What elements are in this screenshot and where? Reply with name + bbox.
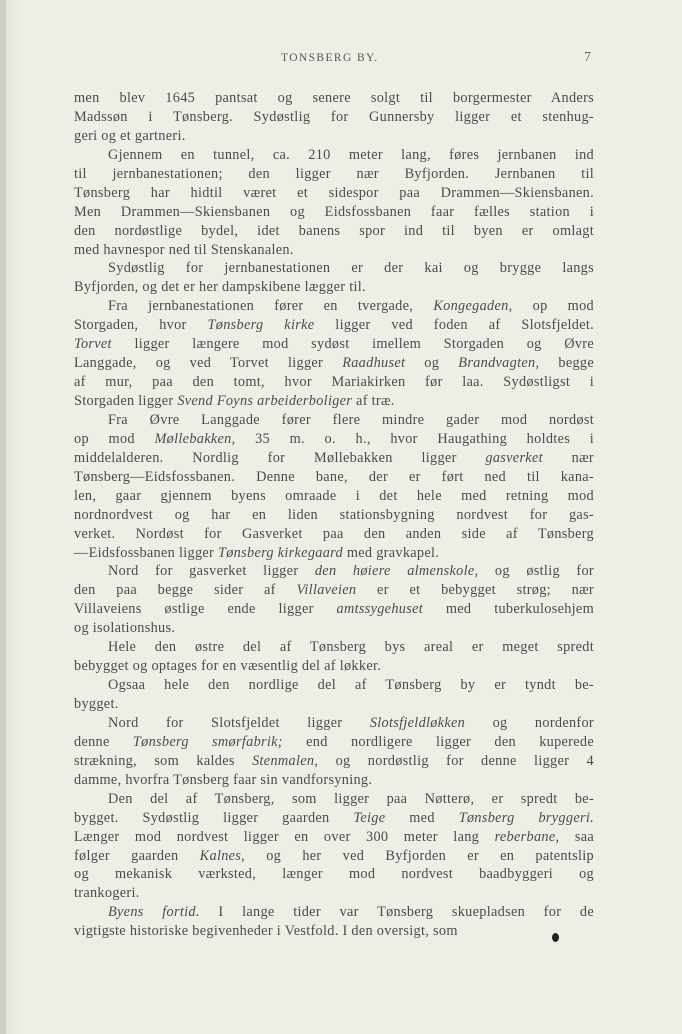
text-segment: af mur, paa den tomt, hvor Mariakirken før laa. Sydøstligst i	[74, 374, 594, 391]
text-segment: end nordligere ligger den kuperede	[282, 733, 594, 750]
text-line	[74, 316, 594, 335]
page-number: 7	[584, 50, 591, 65]
text-segment: len, gaar gjennem byens omraade i det hele med retning mod	[74, 487, 594, 504]
text-segment: Storgaden, hvor	[74, 317, 208, 334]
text-segment: og nordenfor	[465, 714, 594, 731]
text-line	[74, 581, 594, 600]
text-segment: og østlig for	[478, 563, 594, 580]
italic-text: Møllebakken,	[154, 430, 236, 447]
text-line	[74, 506, 594, 525]
text-segment: Villaveiens østlige ende ligger	[74, 601, 337, 618]
text-line	[74, 184, 594, 203]
text-segment: bebygget og optages for en væsentlig del af løkker.	[74, 658, 382, 675]
text-segment: med gravkapel.	[342, 544, 440, 561]
text-segment: geri og et gartneri.	[74, 127, 186, 144]
running-title: TONSBERG BY.	[281, 52, 379, 64]
text-segment: trankogeri.	[74, 885, 140, 902]
text-segment: I lange tider var Tønsberg skuepladsen for de	[199, 904, 594, 921]
text-line	[74, 903, 594, 922]
text-segment: ligger ved foden af Slotsfjeldet.	[314, 317, 594, 334]
text-segment: Gjennem en tunnel, ca. 210 meter lang, føres jernbanen ind	[108, 146, 594, 163]
text-segment: Byfjorden, og det er her dampskibene lægger til.	[74, 279, 366, 296]
text-segment: op mod	[74, 430, 155, 447]
text-segment: følger gaarden	[74, 847, 200, 864]
italic-text: Tønsberg kirkegaard	[217, 544, 343, 561]
italic-text: den høiere almenskole,	[314, 563, 479, 580]
text-line	[74, 146, 594, 165]
text-line	[74, 714, 594, 733]
italic-text: reberbane,	[494, 828, 560, 845]
text-line	[74, 809, 594, 828]
text-segment: Ogsaa hele den nordlige del af Tønsberg by er tyndt be-	[108, 677, 594, 694]
text-line	[74, 411, 594, 430]
text-segment: og nordøstlig for denne ligger 4	[318, 752, 594, 769]
text-segment: og mekanisk værksted, længer mod nordvest baadbyggeri og	[74, 866, 594, 883]
text-segment: med havnespor ned til Stenskanalen.	[74, 241, 294, 258]
text-line	[74, 127, 594, 146]
text-line	[74, 335, 594, 354]
text-segment: Men Drammen—Skiensbanen og Eidsfossbanen faar fælles station i	[74, 203, 594, 220]
text-line	[74, 562, 594, 581]
text-line	[74, 203, 594, 222]
text-segment: bygget.	[74, 696, 119, 712]
italic-text: Torvet	[74, 336, 112, 353]
text-segment: 35 m. o. h., hvor Haugathing holdtes i	[235, 430, 594, 447]
text-line	[74, 884, 594, 903]
italic-text: Svend Foyns arbeiderboliger	[177, 393, 353, 409]
text-segment: denne	[74, 733, 133, 750]
text-line	[74, 600, 594, 619]
italic-text: Tønsberg smørfabrik;	[132, 733, 283, 750]
text-segment: er et bebygget strøg; nær	[356, 582, 594, 599]
text-segment: Fra jernbanestationen fører en tvergade,	[108, 298, 434, 315]
text-segment: damme, hvorfra Tønsberg faar sin vandforsyning.	[74, 771, 373, 788]
text-segment: Tønsberg—Eidsfossbanen. Denne bane, der er ført ned til kana-	[74, 468, 594, 485]
text-line	[74, 657, 594, 676]
text-segment: Hele den østre del af Tønsberg bys areal er meget spredt	[108, 639, 594, 656]
text-segment: saa	[559, 828, 594, 845]
text-line	[74, 695, 594, 714]
text-segment: Madssøn i Tønsberg. Sydøstlig for Gunnersby ligger et stenhug-	[74, 108, 594, 125]
text-segment: begge	[539, 355, 595, 372]
text-segment: nordnordvest og har en liden stationsbygning nordvest for gas-	[74, 506, 594, 523]
text-line	[74, 449, 594, 468]
italic-text: Teige	[353, 809, 386, 826]
italic-text: Slotsfjeldløkken	[369, 714, 466, 731]
text-line	[74, 487, 594, 506]
italic-text: Stenmalen,	[252, 752, 319, 769]
text-segment: Nord for Slotsfjeldet ligger	[108, 714, 370, 731]
text-segment: verket. Nordøst for Gasverket paa den anden side af Tønsberg	[74, 525, 594, 542]
italic-text: Kalnes,	[199, 847, 246, 864]
italic-text: Tønsberg kirke	[207, 317, 315, 334]
text-segment: Længer mod nordvest ligger en over 300 meter lang	[74, 828, 495, 845]
text-line	[74, 544, 594, 563]
text-line	[74, 865, 594, 884]
ink-blot-mark	[552, 933, 559, 942]
text-segment: Langgade, og ved Torvet ligger	[74, 355, 343, 372]
text-line	[74, 430, 594, 449]
page-spine-shadow	[0, 0, 6, 1034]
text-segment: op mod	[512, 298, 594, 315]
text-line	[74, 790, 594, 809]
text-line	[74, 676, 594, 695]
italic-text: Raadhuset	[342, 355, 406, 372]
text-line	[74, 392, 594, 411]
text-line	[74, 354, 594, 373]
text-segment: den paa begge sider af	[74, 582, 297, 599]
text-line	[74, 222, 594, 241]
text-line	[74, 278, 594, 297]
italic-text: Tønsberg bryggeri.	[458, 809, 594, 826]
text-segment: Nord for gasverket ligger	[108, 563, 315, 580]
text-segment: men blev 1645 pantsat og senere solgt til borgermester Anders	[74, 90, 594, 106]
text-segment: Storgaden ligger	[74, 393, 178, 409]
text-segment: med	[385, 809, 459, 826]
text-line	[74, 922, 594, 941]
text-line	[74, 638, 594, 657]
text-segment: Tønsberg har hidtil været et sidespor paa Drammen—Skiensbanen.	[74, 184, 594, 201]
text-line	[74, 847, 594, 866]
text-segment: den nordøstlige bydel, idet banens spor ind til byen er omlagt	[74, 222, 594, 239]
text-line	[74, 771, 594, 790]
text-segment: vigtigste historiske begivenheder i Vestfold. I den oversigt, som	[74, 923, 458, 940]
text-segment: af træ.	[352, 393, 395, 409]
italic-text: amtssygehuset	[336, 601, 423, 618]
text-line	[74, 297, 594, 316]
text-line	[74, 619, 594, 638]
text-segment: Den del af Tønsberg, som ligger paa Nøtterø, er spredt be-	[108, 790, 594, 807]
text-line	[74, 108, 594, 127]
italic-text: Villaveien	[296, 582, 357, 599]
italic-text: Kongegaden,	[433, 298, 513, 315]
text-line	[74, 828, 594, 847]
italic-text: Byens fortid.	[108, 904, 200, 921]
text-segment: Fra Øvre Langgade fører flere mindre gader mod nordøst	[108, 411, 594, 428]
text-line	[74, 468, 594, 487]
text-line	[74, 165, 594, 184]
text-segment: strækning, som kaldes	[74, 752, 253, 769]
text-segment: Sydøstlig for jernbanestationen er der kai og brygge langs	[108, 260, 594, 277]
italic-text: Brandvagten,	[458, 355, 540, 372]
text-segment: med tuberkulosehjem	[423, 601, 594, 618]
text-line	[74, 525, 594, 544]
text-line	[74, 259, 594, 278]
text-line	[74, 752, 594, 771]
text-segment: ligger længere mod sydøst imellem Storgaden og Øvre	[111, 336, 594, 353]
text-line	[74, 241, 594, 260]
text-segment: —Eidsfossbanen ligger	[74, 544, 218, 561]
text-segment: til jernbanestationen; den ligger nær Byfjorden. Jernbanen til	[74, 165, 594, 182]
text-line	[74, 733, 594, 752]
text-segment: og	[405, 355, 459, 372]
text-segment: nær	[542, 449, 594, 466]
text-line	[74, 373, 594, 392]
italic-text: gasverket	[485, 449, 543, 466]
body-text	[74, 89, 594, 941]
text-line	[74, 89, 594, 108]
text-segment: middelalderen. Nordlig for Møllebakken ligger	[74, 449, 486, 466]
text-segment: bygget. Sydøstlig ligger gaarden	[74, 809, 354, 826]
page-header	[0, 52, 682, 72]
text-segment: og isolationshus.	[74, 620, 176, 637]
text-segment: og her ved Byfjorden er en patentslip	[245, 847, 594, 864]
